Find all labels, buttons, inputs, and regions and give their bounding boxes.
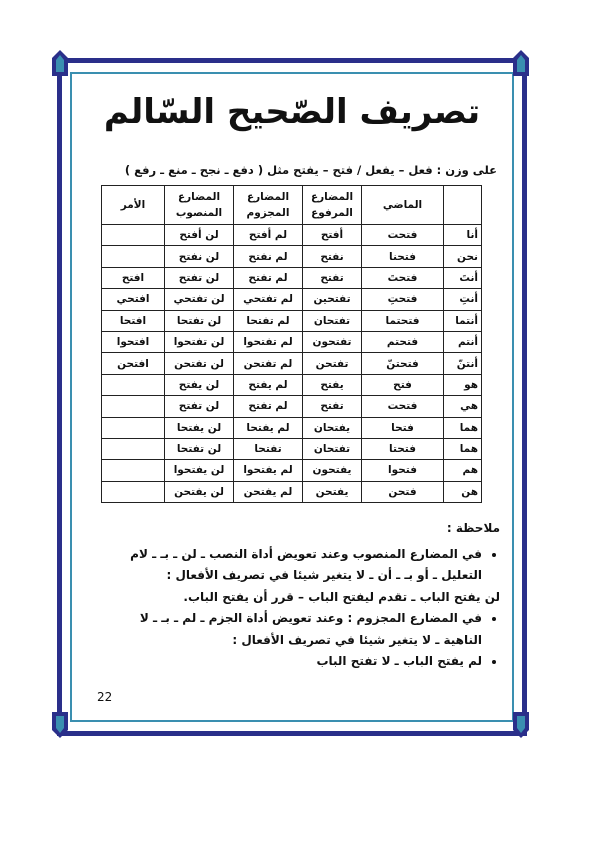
table-cell: افتحي: [102, 289, 165, 310]
table-cell: لم يفتحا: [234, 417, 303, 438]
pronoun-cell: أنتما: [444, 310, 482, 331]
table-cell: نفتح: [303, 246, 362, 267]
table-cell: لن تفتحا: [165, 438, 234, 459]
table-row: [102, 374, 482, 395]
table-row: [102, 246, 482, 267]
table-row: [102, 460, 482, 481]
table-cell: لم يفتحن: [234, 481, 303, 502]
pronoun-cell: أنتنّ: [444, 353, 482, 374]
pronoun-cell: أنا: [444, 225, 482, 246]
table-cell: لم يفتحوا: [234, 460, 303, 481]
table-row: [102, 481, 482, 502]
table-cell: [102, 246, 165, 267]
pronoun-cell: هو: [444, 374, 482, 395]
table-cell: لم تفتح: [234, 267, 303, 288]
table-cell: لن تفتحا: [165, 310, 234, 331]
notes-section: [100, 518, 500, 673]
table-header-cell: المضارع المجزوم: [234, 186, 303, 225]
table-cell: لن تفتحي: [165, 289, 234, 310]
table-row: [102, 310, 482, 331]
table-cell: [102, 417, 165, 438]
pronoun-cell: هما: [444, 438, 482, 459]
pronoun-cell: هم: [444, 460, 482, 481]
pronoun-cell: أنتِ: [444, 289, 482, 310]
pronoun-cell: هن: [444, 481, 482, 502]
note-item: • في المضارع المنصوب وعند تعويض أداة النصب ـ لن ـ بـ ـ لام التعليل ـ أو بـ ـ أن ـ لا يتغير شيئا في تصريف الأفعال :: [100, 544, 482, 587]
table-header-cell: [444, 186, 482, 225]
table-cell: لم تفتحي: [234, 289, 303, 310]
notes-heading: ملاحظة :: [446, 521, 500, 535]
note-example: لن يفتح الباب ـ تقدم ليفتح الباب – قرر أن يفتح الباب.: [183, 589, 500, 604]
table-cell: يفتحون: [303, 460, 362, 481]
table-cell: لم أفتح: [234, 225, 303, 246]
table-cell: تفتحان: [303, 438, 362, 459]
table-row: [102, 331, 482, 352]
table-cell: تفتح: [303, 267, 362, 288]
table-header-cell: المضارع المرفوع: [303, 186, 362, 225]
table-cell: يفتحن: [303, 481, 362, 502]
table-cell: فتحن: [362, 481, 444, 502]
pronoun-cell: هما: [444, 417, 482, 438]
table-header-cell: الأمر: [102, 186, 165, 225]
pronoun-cell: أنتم: [444, 331, 482, 352]
table-cell: لن تفتحن: [165, 353, 234, 374]
table-cell: [102, 374, 165, 395]
table-cell: افتح: [102, 267, 165, 288]
table-cell: لن يفتحوا: [165, 460, 234, 481]
table-cell: فتحا: [362, 417, 444, 438]
table-cell: لن يفتح: [165, 374, 234, 395]
table-cell: افتحا: [102, 310, 165, 331]
pronoun-cell: نحن: [444, 246, 482, 267]
table-cell: [102, 438, 165, 459]
table-cell: فتحت: [362, 225, 444, 246]
page-title: تصريف الصّحيح السّالم: [103, 92, 481, 132]
subtitle: على وزن : فعل – يفعل / فتح – يفتح مثل ( دفع ـ نجح ـ منع ـ رفع ): [124, 163, 497, 177]
table-cell: لم يفتح: [234, 374, 303, 395]
table-cell: فتح: [362, 374, 444, 395]
table-cell: لن تفتحوا: [165, 331, 234, 352]
table-cell: لم تفتحا: [234, 310, 303, 331]
table-cell: يفتح: [303, 374, 362, 395]
pronoun-cell: أنتَ: [444, 267, 482, 288]
table-cell: [102, 460, 165, 481]
table-cell: فتحتما: [362, 310, 444, 331]
note-item: • لم يفتح الباب ـ لا تفتح الباب: [100, 651, 482, 673]
table-cell: لم نفتح: [234, 246, 303, 267]
note-item: • في المضارع المجزوم : وعند تعويض أداة الجزم ـ لم ـ بـ ـ لا الناهية ـ لا يتغير شيئا في تصريف الأفعال :: [100, 608, 482, 651]
table-cell: تفتحون: [303, 331, 362, 352]
table-header-cell: الماضي: [362, 186, 444, 225]
page-number: 22: [97, 690, 113, 704]
table-cell: لن تفتح: [165, 396, 234, 417]
table-row: [102, 289, 482, 310]
corner-ornament-icon: [52, 50, 68, 76]
table-cell: فتحت: [362, 396, 444, 417]
table-cell: أفتح: [303, 225, 362, 246]
table-cell: فتحتنّ: [362, 353, 444, 374]
table-cell: لن تفتح: [165, 267, 234, 288]
table-row: [102, 438, 482, 459]
table-cell: فتحوا: [362, 460, 444, 481]
table-row: [102, 396, 482, 417]
table-cell: فتحتم: [362, 331, 444, 352]
table-cell: تفتحين: [303, 289, 362, 310]
table-cell: لم تفتحوا: [234, 331, 303, 352]
table-cell: [102, 481, 165, 502]
table-cell: لم تفتحن: [234, 353, 303, 374]
table-cell: فتحتا: [362, 438, 444, 459]
table-row: [102, 225, 482, 246]
table-cell: لن أفتح: [165, 225, 234, 246]
corner-ornament-icon: [513, 712, 529, 738]
table-cell: لن نفتح: [165, 246, 234, 267]
table-cell: لن يفتحا: [165, 417, 234, 438]
pronoun-cell: هي: [444, 396, 482, 417]
notes-list: [100, 544, 500, 587]
conjugation-table: [101, 185, 482, 503]
table-cell: [102, 225, 165, 246]
notes-list: [100, 608, 500, 673]
table-cell: افتحن: [102, 353, 165, 374]
table-row: [102, 353, 482, 374]
table-cell: لم تفتح: [234, 396, 303, 417]
table-row: [102, 417, 482, 438]
table-cell: افتحوا: [102, 331, 165, 352]
table-cell: تفتحان: [303, 310, 362, 331]
table-header-cell: المضارع المنصوب: [165, 186, 234, 225]
table-cell: تفتحن: [303, 353, 362, 374]
table-cell: فتحتَ: [362, 267, 444, 288]
table-cell: فتحتِ: [362, 289, 444, 310]
table-cell: تفتحا: [234, 438, 303, 459]
table-cell: لن يفتحن: [165, 481, 234, 502]
table-header-row: [102, 186, 482, 225]
table-cell: [102, 396, 165, 417]
corner-ornament-icon: [513, 50, 529, 76]
table-cell: يفتحان: [303, 417, 362, 438]
table-cell: تفتح: [303, 396, 362, 417]
table-row: [102, 267, 482, 288]
table-cell: فتحنا: [362, 246, 444, 267]
corner-ornament-icon: [52, 712, 68, 738]
